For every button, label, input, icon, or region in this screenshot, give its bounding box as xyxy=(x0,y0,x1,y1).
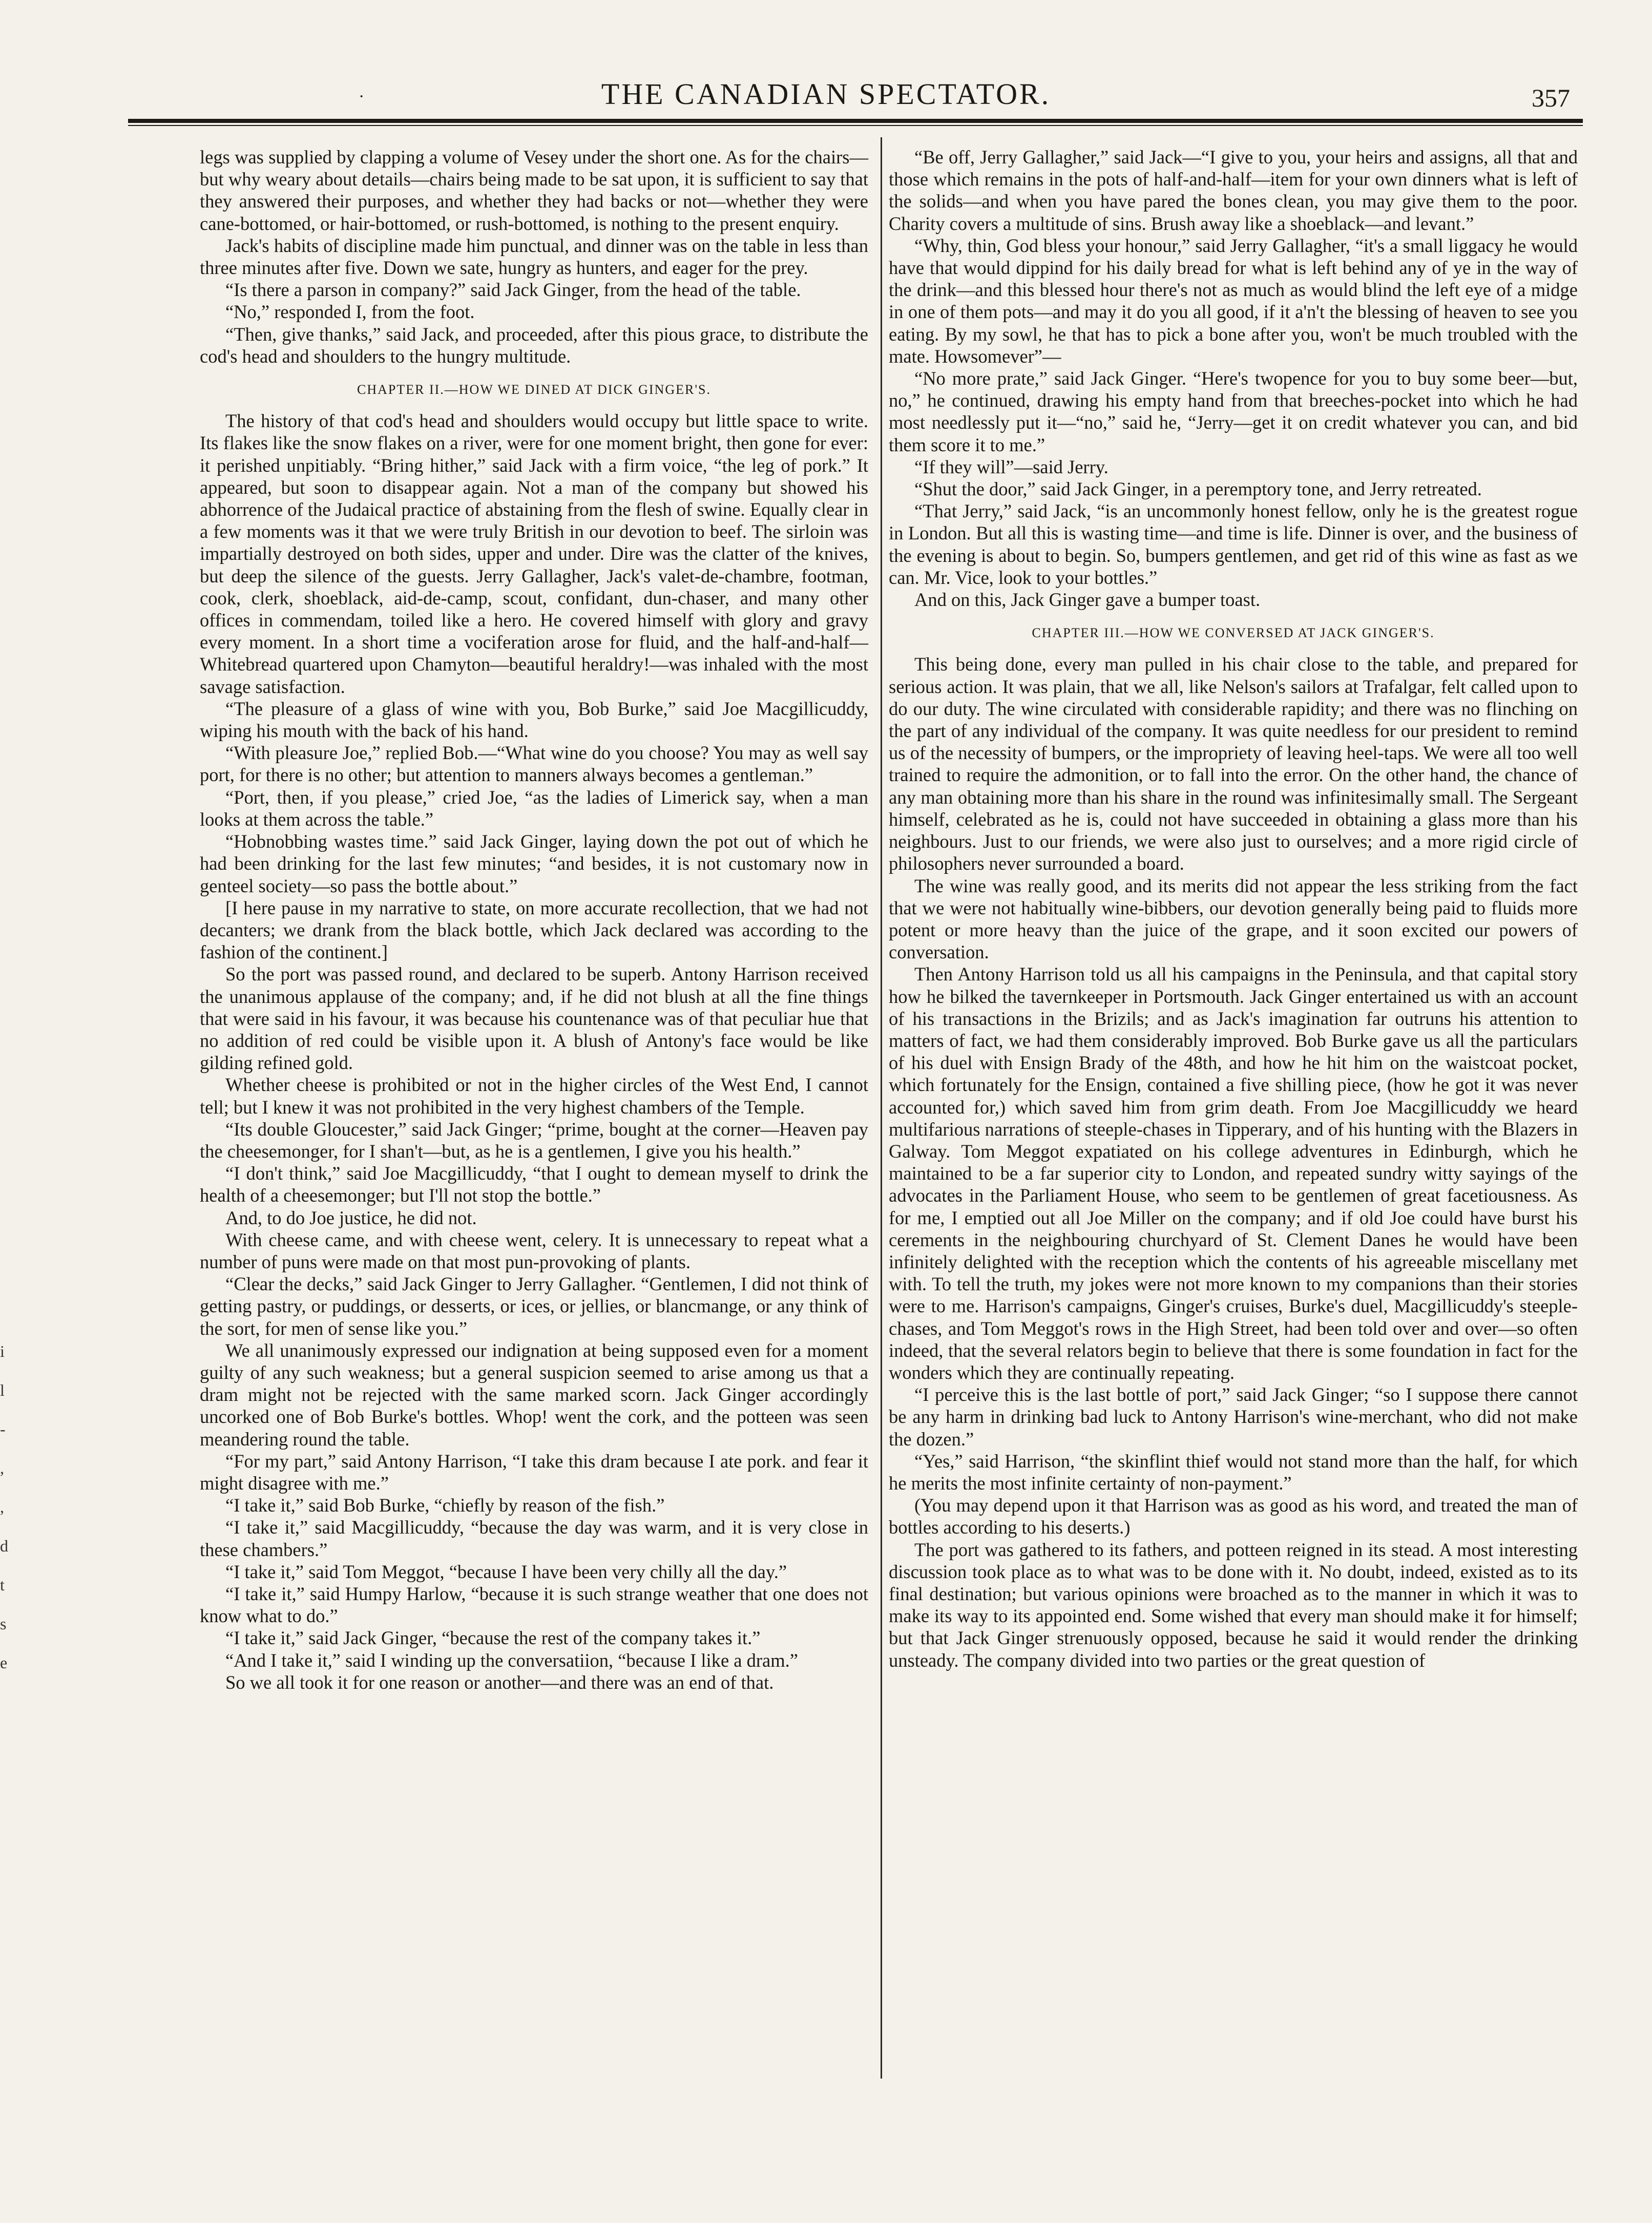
paragraph: “Yes,” said Harrison, “the skinflint thief would not stand more than the half, for which he merits the most infinite certainty of non-payment.” xyxy=(889,1450,1578,1494)
margin-fragment: e xyxy=(0,1653,8,1672)
paragraph: Jack's habits of discipline made him punctual, and dinner was on the table in less than three minutes after five. Down we sate, hungry as hunters, and eager for the prey. xyxy=(200,235,868,279)
margin-fragment: t xyxy=(0,1576,5,1594)
margin-fragment: l xyxy=(0,1381,5,1399)
paragraph: “With pleasure Joe,” replied Bob.—“What wine do you choose? You may as well say port, for there is no other; but attention to manners always becomes a gentleman.” xyxy=(200,742,868,786)
paragraph: “For my part,” said Antony Harrison, “I take this dram because I ate pork. and fear it might disagree with me.” xyxy=(200,1450,868,1494)
column-divider xyxy=(881,137,882,2079)
paragraph: “No,” responded I, from the foot. xyxy=(225,301,475,323)
margin-fragment: s xyxy=(0,1614,7,1633)
paragraph: “And I take it,” said I winding up the conversatiion, “because I like a dram.” xyxy=(225,1649,798,1671)
paragraph: “Port, then, if you please,” cried Joe, “as the ladies of Limerick say, when a man looks at them across the table.” xyxy=(200,786,868,830)
paragraph: “Its double Gloucester,” said Jack Ginger; “prime, bought at the corner—Heaven pay the cheesemonger, for I shan't—but, as he is a gentlemen, I give you his health.” xyxy=(200,1118,868,1162)
paragraph: legs was supplied by clapping a volume of Vesey under the short one. As for the chairs—but why weary about details—chairs being made to be sat upon, it is sufficient to say that they answered their purposes, and whether they had backs or not—whether they were cane-bottomed, or hair-bottomed, or rush-bottomed, is nothing to the present enquiry. xyxy=(200,146,868,234)
paragraph: “Shut the door,” said Jack Ginger, in a peremptory tone, and Jerry retreated. xyxy=(914,478,1482,500)
paragraph: “Why, thin, God bless your honour,” said Jerry Gallagher, “it's a small liggacy he would have that would dippind for his daily bread for what is left behind any of ye in the way of the drink—and this blessed hour there's not as much as would blind the left eye of a midge in one of them pots—and may it do you all good, if it a'n't the blessing of heaven to see you eating. By my sowl, he that has to pick a bone after you, won't be much troubled with the mate. Howsomever”— xyxy=(889,235,1578,367)
paragraph: “Is there a parson in company?” said Jack Ginger, from the head of the table. xyxy=(225,279,801,301)
paragraph: The history of that cod's head and shoulders would occupy but little space to write. Its flakes like the snow flakes on a river, were for one moment bright, then gone for ever: it perished unpitiably. “Bring hither,” said Jack with a firm voice, “the leg of pork.” It appeared, but soon to disappear again. Not a man of the company but showed his abhorrence of the Judaical practice of abstaining from the flesh of swine. Equally clear in a few moments was it that we were truly British in our devotion to beef. The sirloin was impartially destroyed on both sides, upper and under. Dire was the clatter of the knives, but deep the silence of the guests. Jerry Gallagher, Jack's valet-de-chambre, footman, cook, clerk, shoeblack, aid-de-camp, scout, confidant, dun-chaser, and many other offices in commendam, toiled like a hero. He covered himself with glory and gravy every moment. In a short time a vociferation arose for fluid, and the half-and-half—Whitebread quartered upon Chamyton—beautiful heraldry!—was inhaled with the most savage satisfaction. xyxy=(200,410,868,697)
paragraph: “If they will”—said Jerry. xyxy=(914,456,1109,477)
header-rule-thin xyxy=(128,125,1583,126)
paragraph: “I take it,” said Jack Ginger, “because the rest of the company takes it.” xyxy=(225,1627,761,1649)
paragraph: And on this, Jack Ginger gave a bumper toast. xyxy=(914,589,1261,611)
paragraph: The port was gathered to its fathers, and potteen reigned in its stead. A most interesting discussion took place as to what was to be done with it. No doubt, indeed, existed as to its final destination; but various opinions were broached as to the manner in which it was to make its way to its appointed end. Some wished that every man should make it for himself; but that Jack Ginger strenuously opposed, because he said it would render the drinking unsteady. The company divided into two parties or the great question of xyxy=(889,1539,1578,1671)
paragraph: [I here pause in my narrative to state, on more accurate recollection, that we had not decanters; we drank from the black bottle, which Jack declared was according to the fashion of the continent.] xyxy=(200,897,868,963)
margin-fragment: , xyxy=(0,1459,4,1477)
paragraph: “Then, give thanks,” said Jack, and proceeded, after this pious grace, to distribute the cod's head and shoulders to the hungry multitude. xyxy=(200,323,868,367)
paragraph: And, to do Joe justice, he did not. xyxy=(225,1207,477,1228)
paragraph: With cheese came, and with cheese went, celery. It is unnecessary to repeat what a number of puns were made on that most pun-provoking of plants. xyxy=(200,1229,868,1272)
right-column xyxy=(889,146,1578,1671)
paragraph: “Be off, Jerry Gallagher,” said Jack—“I give to you, your heirs and assigns, all that and those which remains in the pots of half-and-half—item for your own dinners what is left of the solids—and when you have pared the bones clean, you may give them to the poor. Charity covers a multitude of sins. Brush away like a shoeblack—and levant.” xyxy=(889,146,1578,234)
paragraph: So we all took it for one reason or another—and there was an end of that. xyxy=(225,1671,774,1693)
paragraph: We all unanimously expressed our indignation at being supposed even for a moment guilty of any such weakness; but a general suspicion seemed to arise among us that a dram might not be rejected with the same marked scorn. Jack Ginger accordingly uncorked one of Bob Burke's bottles. Whop! went the cork, and the potteen was seen meandering round the table. xyxy=(200,1339,868,1450)
paragraph: “I perceive this is the last bottle of port,” said Jack Ginger; “so I suppose there cannot be any harm in drinking bad luck to Antony Harrison's wine-merchant, who did not make the dozen.” xyxy=(889,1384,1578,1450)
paragraph: Whether cheese is prohibited or not in the higher circles of the West End, I cannot tell; but I knew it was not prohibited in the very highest chambers of the Temple. xyxy=(200,1074,868,1118)
paragraph: “I don't think,” said Joe Macgillicuddy, “that I ought to demean myself to drink the health of a cheesemonger; but I'll not stop the bottle.” xyxy=(200,1163,868,1206)
margin-fragment: , xyxy=(0,1498,4,1516)
chapter-heading: CHAPTER II.—HOW WE DINED AT DICK GINGER'S. xyxy=(357,382,711,397)
chapter-heading: CHAPTER III.—HOW WE CONVERSED AT JACK GINGER'S. xyxy=(1032,625,1435,641)
paragraph: “I take it,” said Tom Meggot, “because I have been very chilly all the day.” xyxy=(225,1561,787,1582)
paragraph: “I take it,” said Humpy Harlow, “because it is such strange weather that one does not know what to do.” xyxy=(200,1583,868,1627)
paragraph: The wine was really good, and its merits did not appear the less striking from the fact that we were not habitually wine-bibbers, our devotion generally being paid to fluids more potent or more heavy than the juice of the grape, and it soon excited our powers of conversation. xyxy=(889,875,1578,963)
paragraph: “I take it,” said Macgillicuddy, “because the day was warm, and it is very close in these chambers.” xyxy=(200,1517,868,1560)
paragraph: “Clear the decks,” said Jack Ginger to Jerry Gallagher. “Gentlemen, I did not think of getting pastry, or puddings, or desserts, or ices, or jellies, or blancmange, or any think of the sort, for men of sense like you.” xyxy=(200,1273,868,1339)
paragraph: So the port was passed round, and declared to be superb. Antony Harrison received the unanimous applause of the company; and, if he did not blush at all the fine things that were said in his favour, it was because his countenance was of that peculiar hue that no addition of red could be visible upon it. A blush of Antony's face would be like gilding refined gold. xyxy=(200,963,868,1074)
margin-fragment: i xyxy=(0,1342,5,1360)
margin-fragment: d xyxy=(0,1537,8,1555)
header-rule-thick xyxy=(128,119,1583,123)
masthead-dot: · xyxy=(359,87,365,106)
paragraph: “The pleasure of a glass of wine with you, Bob Burke,” said Joe Macgillicuddy, wiping his mouth with the back of his hand. xyxy=(200,698,868,742)
paragraph: “That Jerry,” said Jack, “is an uncommonly honest fellow, only he is the greatest rogue in London. But all this is wasting time—and time is life. Dinner is over, and the business of the evening is about to begin. So, bumpers gentlemen, and get rid of this wine as fast as we can. Mr. Vice, look to your bottles.” xyxy=(889,500,1578,588)
paragraph: Then Antony Harrison told us all his campaigns in the Peninsula, and that capital story how he bilked the tavernkeeper in Portsmouth. Jack Ginger entertained us with an account of his transactions in the Brizils; and as Jack's imagination far outruns his attention to matters of fact, we had them considerably improved. Bob Burke gave us all the particulars of his duel with Ensign Brady of the 48th, and how he hit him on the waistcoat pocket, which fortunately for the Ensign, contained a five shilling piece, (how he got it was never accounted for,) which saved him from grim death. From Joe Macgillicuddy we heard multifarious narrations of steeple-chases in Tipperary, and of his hunting with the Blazers in Galway. Tom Meggot expatiated on his college adventures in Edinburgh, which he maintained to be a far superior city to London, and repeated sundry witty sayings of the advocates in the Parliament House, who seem to be gentlemen of great facetiousness. As for me, I emptied out all Joe Miller on the company; and if old Joe could have burst his cerements in the neighbouring churchyard of St. Clement Danes he would have been infinitely delighted with the reception which the contents of his agreeable miscellany met with. To tell the truth, my jokes were not more known to my companions than their stories were to me. Harrison's campaigns, Ginger's cruises, Burke's duel, Macgillicuddy's steeple-chases, and Tom Meggot's rows in the High Street, had been told over and over—so often indeed, that the several relators begin to believe that there is some foundation in fact for the wonders which they are continually repeating. xyxy=(889,963,1578,1383)
margin-fragments xyxy=(0,1332,20,1682)
margin-fragment: - xyxy=(0,1420,6,1438)
paragraph: “No more prate,” said Jack Ginger. “Here's twopence for you to buy some beer—but, no,” he continued, drawing his empty hand from that breeches-pocket into which he had most needlessly put it—“no,” said he, “Jerry—get it on credit whatever you can, and bid them score it to me.” xyxy=(889,368,1578,455)
paragraph: This being done, every man pulled in his chair close to the table, and prepared for serious action. It was plain, that we all, like Nelson's sailors at Trafalgar, felt called upon to do our duty. The wine circulated with considerable rapidity; and there was no flinching on the part of any individual of the company. It was quite needless for our president to remind us of the necessity of bumpers, or the impropriety of leaving heel-taps. We were all too well trained to require the admonition, or to fall into the error. On the other hand, the chance of any man obtaining more than his share in the round was infinitesimally small. The Sergeant himself, celebrated as he is, could not have succeeded in obtaining a glass more than his neighbours. Just to our friends, we were also just to ourselves; and a more rigid circle of philosophers never surrounded a board. xyxy=(889,654,1578,874)
page-number: 357 xyxy=(1532,83,1570,112)
left-column xyxy=(200,146,868,1693)
paragraph: “Hobnobbing wastes time.” said Jack Ginger, laying down the pot out of which he had been drinking for the last few minutes; “and besides, it is not customary now in genteel society—so pass the bottle about.” xyxy=(200,831,868,896)
publication-title: THE CANADIAN SPECTATOR. xyxy=(601,77,1051,111)
paragraph: (You may depend upon it that Harrison was as good as his word, and treated the man of bottles according to his deserts.) xyxy=(889,1495,1578,1538)
paragraph: “I take it,” said Bob Burke, “chiefly by reason of the fish.” xyxy=(225,1495,665,1516)
